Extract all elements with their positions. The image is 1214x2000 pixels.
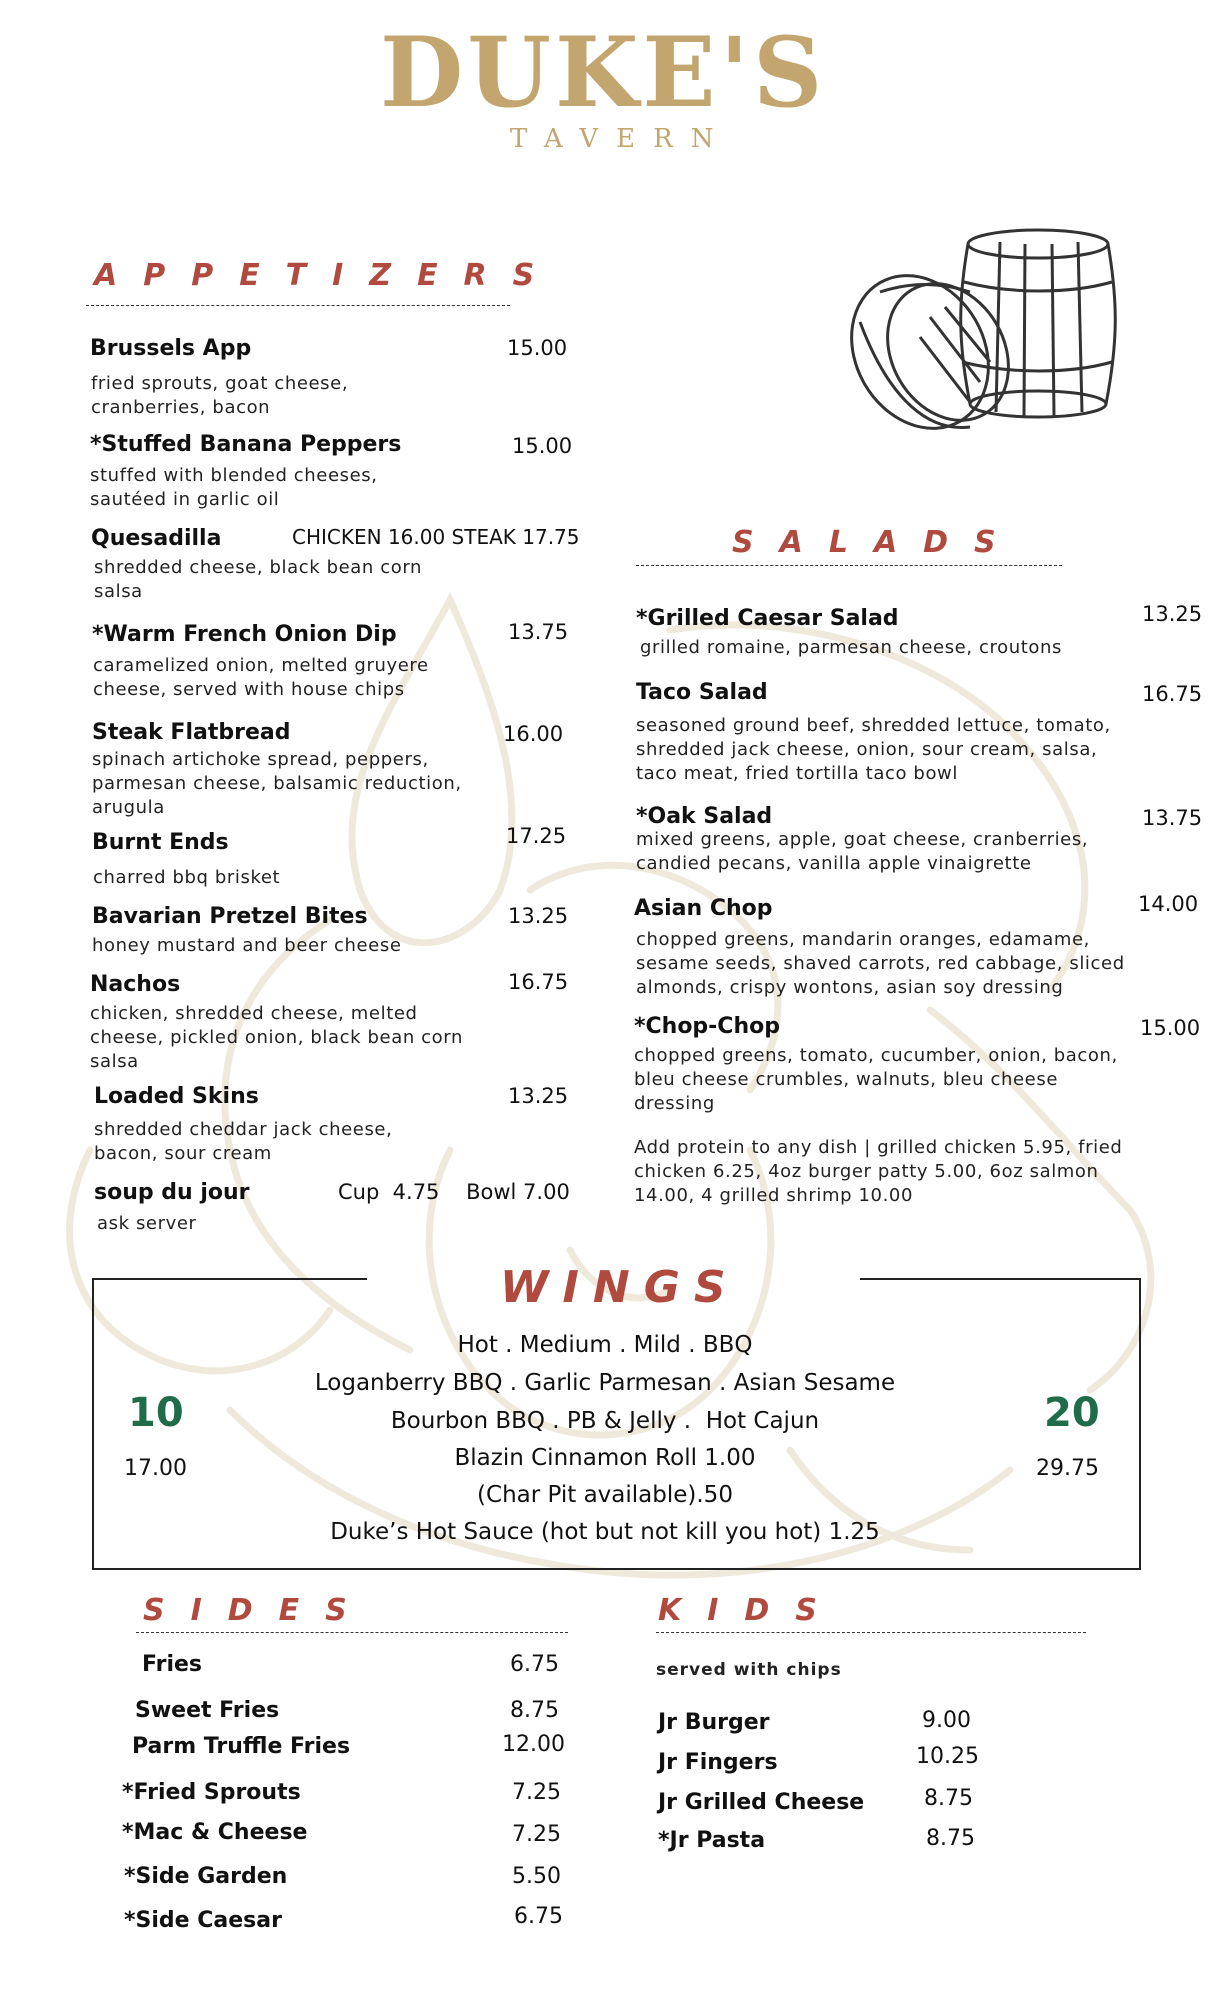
- wings-10-count: 10: [128, 1390, 184, 1436]
- brand-logo: [380, 16, 840, 160]
- side-item-price: 6.75: [510, 1652, 559, 1677]
- item-price: 15.00: [507, 336, 568, 360]
- item-name: Nachos: [90, 972, 181, 997]
- wing-flavor-line: Loganberry BBQ . Garlic Parmesan . Asian Sesame: [314, 1370, 896, 1396]
- side-item-name: Sweet Fries: [135, 1698, 280, 1723]
- kids-item-name: Jr Fingers: [658, 1750, 778, 1775]
- wing-flavor-line: Duke’s Hot Sauce (hot but not kill you hot) 1.25: [330, 1519, 880, 1545]
- sides-heading: SIDES: [143, 1593, 373, 1628]
- side-item-name: *Mac & Cheese: [122, 1820, 308, 1845]
- item-price: Cup 4.75 Bowl 7.00: [338, 1180, 570, 1204]
- item-description: chopped greens, tomato, cucumber, onion, bacon, bleu cheese crumbles, walnuts, bleu cheese dressing: [634, 1045, 1118, 1114]
- item-price: CHICKEN 16.00 STEAK 17.75: [292, 525, 580, 549]
- item-name: *Chop-Chop: [634, 1014, 780, 1039]
- side-item-price: 8.75: [510, 1698, 559, 1723]
- item-description: honey mustard and beer cheese: [92, 935, 402, 956]
- item-description: grilled romaine, parmesan cheese, croutons: [640, 637, 1062, 658]
- protein-add-on-note: Add protein to any dish | grilled chicken 5.95, fried chicken 6.25, 4oz burger patty 5.00, 6oz salmon 14.00, 4 grilled shrimp 10.00: [634, 1137, 1123, 1206]
- item-name: *Oak Salad: [636, 804, 773, 829]
- item-price: 13.75: [1142, 806, 1203, 830]
- item-name: Quesadilla: [91, 526, 222, 551]
- kids-item-price: 10.25: [916, 1744, 979, 1769]
- item-price: 16.75: [1142, 682, 1203, 706]
- appetizers-divider: [86, 305, 510, 306]
- wings-heading: WINGS: [500, 1262, 740, 1313]
- item-description: spinach artichoke spread, peppers, parmesan cheese, balsamic reduction, arugula: [92, 749, 462, 818]
- side-item-price: 7.25: [512, 1780, 561, 1805]
- item-name: Taco Salad: [636, 680, 768, 705]
- logo-wordmark: DUKE'S: [380, 16, 827, 129]
- sides-divider: [136, 1632, 568, 1633]
- kids-item-price: 8.75: [924, 1786, 973, 1811]
- item-name: *Stuffed Banana Peppers: [90, 432, 402, 457]
- item-price: 13.25: [508, 904, 569, 928]
- item-name: *Warm French Onion Dip: [92, 622, 397, 647]
- item-name: Steak Flatbread: [92, 720, 291, 745]
- item-description: charred bbq brisket: [93, 867, 281, 888]
- item-description: chopped greens, mandarin oranges, edamame, sesame seeds, shaved carrots, red cabbage, sliced almonds, crispy wontons, asian soy dressing: [636, 929, 1125, 998]
- kids-item-name: Jr Grilled Cheese: [658, 1790, 865, 1815]
- side-item-name: *Side Caesar: [124, 1908, 282, 1933]
- side-item-price: 7.25: [512, 1822, 561, 1847]
- item-name: Brussels App: [90, 336, 252, 361]
- side-item-price: 6.75: [514, 1904, 563, 1929]
- kids-divider: [656, 1632, 1086, 1633]
- item-price: 15.00: [1140, 1016, 1201, 1040]
- logo-tagline: TAVERN: [510, 124, 732, 154]
- wing-flavor-line: Bourbon BBQ . PB & Jelly . Hot Cajun: [390, 1408, 820, 1434]
- appetizers-heading: APPETIZERS: [94, 258, 561, 293]
- side-item-name: *Side Garden: [124, 1864, 288, 1889]
- item-name: Loaded Skins: [94, 1084, 259, 1109]
- item-name: soup du jour: [94, 1180, 250, 1205]
- item-price: 13.25: [1142, 602, 1203, 626]
- kids-item-name: Jr Burger: [658, 1710, 770, 1735]
- item-description: caramelized onion, melted gruyere cheese, served with house chips: [93, 655, 429, 700]
- item-description: stuffed with blended cheeses, sautéed in garlic oil: [90, 465, 378, 510]
- side-item-price: 12.00: [502, 1732, 565, 1757]
- barrels-illustration: [820, 222, 1130, 442]
- kids-item-name: *Jr Pasta: [658, 1828, 766, 1853]
- item-price: 14.00: [1138, 892, 1199, 916]
- item-description: shredded cheese, black bean corn salsa: [94, 557, 423, 602]
- item-description: seasoned ground beef, shredded lettuce, tomato, shredded jack cheese, onion, sour cream, salsa, taco meat, fried tortilla taco bowl: [636, 715, 1111, 784]
- item-price: 13.25: [508, 1084, 569, 1108]
- item-price: 13.75: [508, 620, 569, 644]
- kids-item-price: 8.75: [926, 1826, 975, 1851]
- wing-flavor-line: (Char Pit available).50: [477, 1482, 733, 1508]
- item-price: 16.75: [508, 970, 569, 994]
- item-name: *Grilled Caesar Salad: [636, 606, 899, 631]
- wing-flavor-line: Blazin Cinnamon Roll 1.00: [454, 1445, 756, 1471]
- item-name: Asian Chop: [634, 896, 773, 921]
- item-description: fried sprouts, goat cheese, cranberries, bacon: [91, 373, 349, 418]
- item-description: mixed greens, apple, goat cheese, cranberries, candied pecans, vanilla apple vinaigrette: [636, 829, 1089, 874]
- kids-item-price: 9.00: [922, 1708, 971, 1733]
- side-item-price: 5.50: [512, 1864, 561, 1889]
- wing-flavor-line: Hot . Medium . Mild . BBQ: [457, 1332, 753, 1358]
- wings-20-price: 29.75: [1036, 1456, 1099, 1481]
- side-item-name: Fries: [142, 1652, 203, 1677]
- wings-20-count: 20: [1044, 1390, 1100, 1436]
- wings-10-price: 17.00: [124, 1456, 187, 1481]
- item-description: chicken, shredded cheese, melted cheese, pickled onion, black bean corn salsa: [90, 1003, 463, 1072]
- salads-heading: SALADS: [732, 525, 1022, 560]
- item-price: 15.00: [512, 434, 573, 458]
- item-description: shredded cheddar jack cheese, bacon, sour cream: [94, 1119, 393, 1164]
- item-description: ask server: [97, 1213, 197, 1234]
- kids-note: served with chips: [656, 1660, 842, 1680]
- side-item-name: *Fried Sprouts: [122, 1780, 301, 1805]
- side-item-name: Parm Truffle Fries: [132, 1734, 351, 1759]
- item-price: 16.00: [503, 722, 564, 746]
- item-name: Burnt Ends: [92, 830, 229, 855]
- kids-heading: KIDS: [658, 1593, 843, 1628]
- item-price: 17.25: [506, 824, 567, 848]
- salads-divider: [636, 565, 1062, 566]
- item-name: Bavarian Pretzel Bites: [92, 904, 368, 929]
